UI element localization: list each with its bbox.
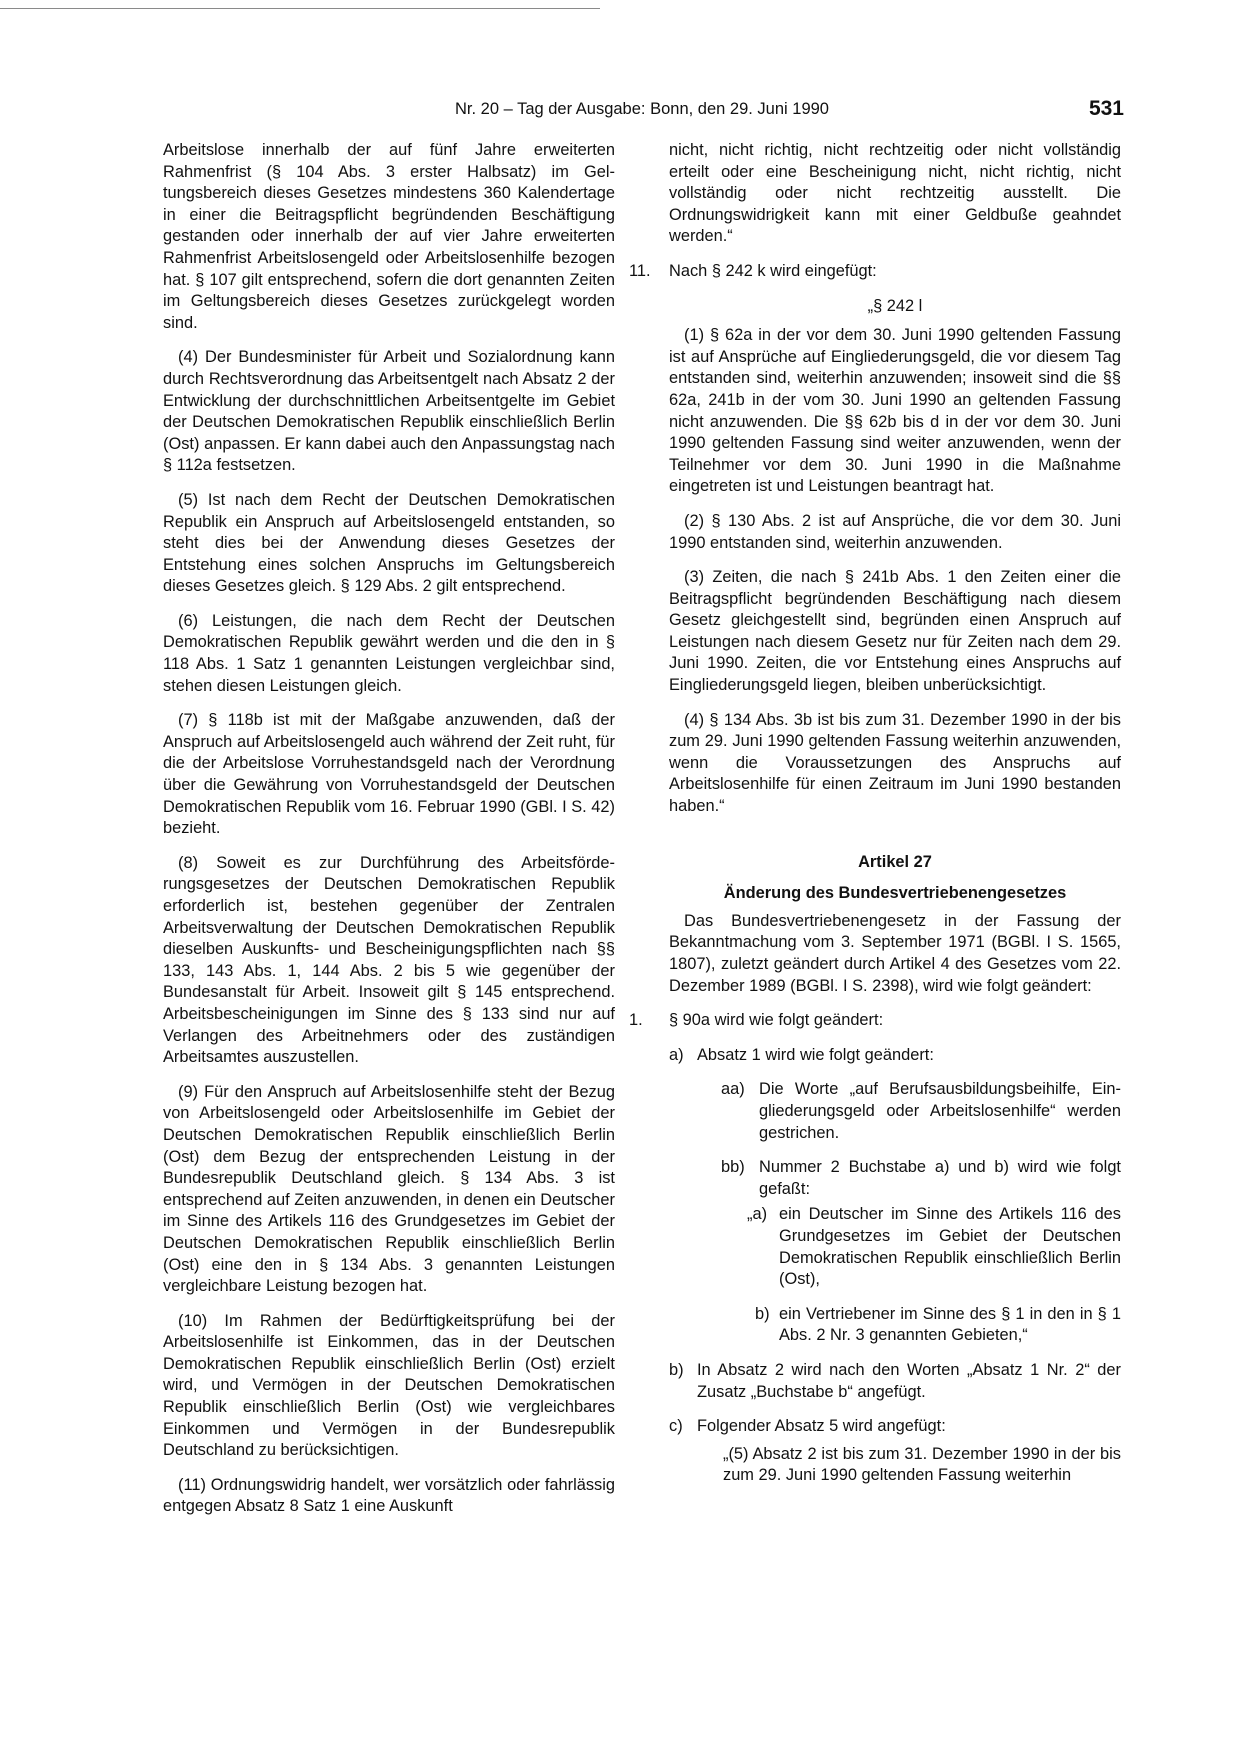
paragraph-5: (5) Ist nach dem Recht der Deutschen Demokratischen Republik ein Anspruch auf Arbeitslosengeld entstanden, so steht dies bei der Anwendung dieses Gesetzes der Entstehung eines solchen Anspruchs im Geltungsbereich dieses Gesetzes gleich. § 129 Abs. 2 gilt entsprechend. bbox=[163, 490, 615, 596]
list-item-text: Absatz 1 wird wie folgt geändert: bbox=[697, 1045, 934, 1064]
list-item-label: aa) bbox=[721, 1080, 745, 1099]
issue-line: Nr. 20 – Tag der Ausgabe: Bonn, den 29. Juni 1990 bbox=[455, 100, 829, 118]
left-column bbox=[163, 140, 615, 1531]
quoted-paragraph-5: „(5) Absatz 2 ist bis zum 31. Dezember 1990 in der bis zum 29. Juni 1990 geltenden Fassung weiterhin bbox=[723, 1444, 1121, 1485]
list-item-text: ein Deutscher im Sinne des Artikels 116 des Grundgesetzes im Gebiet der Deutschen Demokratischen Republik einschließlich Berlin (Ost), bbox=[779, 1205, 1121, 1289]
list-item-text: ein Vertriebener im Sinne des § 1 in den in § 1 Abs. 2 Nr. 3 genannten Gebieten,“ bbox=[779, 1304, 1121, 1345]
scan-artifact-line bbox=[0, 8, 600, 9]
list-item-text: Die Worte „auf Berufsausbildungsbeihilfe, Eingliederungsgeld oder Arbeitslosenhilfe“ werden gestrichen. bbox=[759, 1080, 1121, 1142]
list-item-label: b) bbox=[755, 1304, 770, 1323]
list-item-c bbox=[669, 1416, 1121, 1438]
list-item-text: § 90a wird wie folgt geändert: bbox=[669, 1011, 884, 1030]
list-item-text: In Absatz 2 wird nach den Worten „Absatz 1 Nr. 2“ der Zusatz „Buchstabe b“ angefügt. bbox=[697, 1360, 1121, 1401]
section-paragraph-1: (1) § 62a in der vor dem 30. Juni 1990 geltenden Fassung ist auf Ansprüche auf Eingliederungsgeld, die vor diesem Tag entstanden sind, weiterhin anzuwenden; insoweit sind die §§ 62a, 241b in der vom 30. Juni 1990 an geltenden Fassung nicht anzuwenden. Die §§ 62b bis d in der vor dem 30. Juni 1990 geltenden Fassung sind weiter anzuwenden, wenn der Teilnehmer vor dem 30. Juni 1990 in die Maßnahme eingetreten ist und Leistungen beantragt hat. bbox=[669, 326, 1121, 496]
paragraph-9: (9) Für den Anspruch auf Arbeitslosenhilfe steht der Bezug von Arbeitslosengeld oder Arbeitslosenhilfe im Gebiet der Deutschen Demokratischen Republik einschließlich Berlin (Ost) dem Bezug der entsprechenden Leistung in der Bundesrepublik Deutschland gleich. § 134 Abs. 3 ist entsprechend auf Zeiten anzuwenden, in denen ein Deutscher im Sinne des Artikels 116 des Grundgesetzes im Gebiet der Deutschen Demokratischen Republik einschließlich Berlin (Ost) eine den in § 134 Abs. 3 genannten Leistungen vergleichbare Leistung bezogen hat. bbox=[163, 1082, 615, 1296]
list-item-text: Folgender Absatz 5 wird angefügt: bbox=[697, 1417, 946, 1436]
list-item-label: 1. bbox=[629, 1011, 643, 1030]
list-item-label: a) bbox=[669, 1045, 684, 1064]
paragraph-8: (8) Soweit es zur Durchführung des Arbeitsförderungsgesetzes der Deutschen Demokratischen Republik erforderlich ist, bestehen gegenüber der Zentralen Arbeitsverwaltung der Deutschen Demokratischen Republik dieselben Auskunfts- und Bescheinigungspflichten nach §§ 133, 143 Abs. 1, 144 Abs. 2 bis 5 wie gegenüber der Bundesanstalt für Arbeit. Insoweit gilt § 145 entsprechend. Arbeitsbescheinigungen im Sinne des § 133 sind nur auf Verlangen des Arbeitnehmers oder des zuständigen Arbeitsamtes auszustellen. bbox=[163, 853, 615, 1067]
list-item-text: Nach § 242 k wird eingefügt: bbox=[669, 261, 877, 280]
quoted-item-a bbox=[669, 1204, 1121, 1290]
list-item-bb bbox=[669, 1157, 1121, 1200]
list-item-label: „a) bbox=[747, 1205, 768, 1224]
list-item-aa bbox=[669, 1079, 1121, 1144]
section-paragraph-2: (2) § 130 Abs. 2 ist auf Ansprüche, die vor dem 30. Juni 1990 entstanden sind, weiterhin anzuwenden. bbox=[669, 511, 1121, 552]
paragraph-7: (7) § 118b ist mit der Maßgabe anzuwenden, daß der Anspruch auf Arbeitslosengeld auch während der Zeit ruht, für die der Arbeitslose Vorruhestandsgeld nach der Verordnung über die Gewährung von Vorruhestandsgeld der Deutschen Demokratischen Republik vom 16. Februar 1990 (GBl. I S. 42) bezieht. bbox=[163, 711, 615, 838]
right-column bbox=[629, 140, 1121, 1500]
paragraph-10: (10) Im Rahmen der Bedürftigkeitsprüfung bei der Arbeitslosenhilfe ist Einkommen, das in der Deutschen Demokratischen Republik einschließlich Berlin (Ost) erzielt wird, und Vermögen in der Deutschen Demokratischen Republik einschließlich Berlin (Ost) wie vergleichbares Einkommen und Vermögen in der Bundesrepublik Deutschland zu berücksichtigen. bbox=[163, 1311, 615, 1460]
page-header bbox=[160, 97, 1124, 126]
list-item-text: Nummer 2 Buchstabe a) und b) wird wie folgt gefaßt: bbox=[759, 1158, 1121, 1198]
paragraph-continuation: Arbeitslose innerhalb der auf fünf Jahre erweiterten Rahmenfrist (§ 104 Abs. 3 erster Halbsatz) im Geltungsbereich dieses Gesetzes mindestens 360 Kalendertage in einer die Beitragspflicht begründenden Beschäftigung gestanden oder innerhalb der auf vier Jahre erweiterten Rahmenfrist Arbeitslosengeld oder Arbeitslosenhilfe bezogen hat. § 107 gilt entsprechend, sofern die dort genannten Zeiten im Geltungsbereich dieses Gesetzes zurückgelegt worden sind. bbox=[163, 141, 615, 332]
list-item-label: b) bbox=[669, 1360, 684, 1379]
paragraph-continuation: nicht, nicht richtig, nicht rechtzeitig oder nicht vollständig erteilt oder eine Bescheinigung nicht, nicht richtig, nicht vollständig oder nicht rechtzeitig ausstellt. Die Ordnungswidrigkeit kann mit einer Geldbuße geahndet werden.“ bbox=[669, 141, 1121, 246]
list-item-a bbox=[669, 1045, 1121, 1067]
article-subtitle: Änderung des Bundesvertriebenengesetzes bbox=[723, 884, 1067, 903]
section-paragraph-3: (3) Zeiten, die nach § 241b Abs. 1 den Zeiten einer die Beitragspflicht begründenden Beschäftigung nach diesem Gesetz gleichgestellt sind, begründen einen Anspruch auf Leistungen nach diesem Gesetz nur für Zeiten nach dem 29. Juni 1990. Zeiten, die vor Entstehung eines Anspruchs auf Eingliederungsgeld liegen, bleiben unberücksichtigt. bbox=[669, 568, 1121, 695]
list-item-b bbox=[669, 1360, 1121, 1403]
paragraph-4: (4) Der Bundesminister für Arbeit und Sozialordnung kann durch Rechtsverordnung das Arbeitsentgelt nach Absatz 2 der Entwicklung der durchschnittlichen Arbeitsentgelte im Gebiet der Deutschen Demokratischen Republik einschließlich Berlin (Ost) anpassen. Er kann dabei auch den Anpassungstag nach § 112a festsetzen. bbox=[163, 348, 615, 475]
list-item-11 bbox=[629, 261, 1121, 283]
paragraph-6: (6) Leistungen, die nach dem Recht der Deutschen Demokratischen Republik gewährt werden und die den in § 118 Abs. 1 Satz 1 genannten Leistungen vergleichbar sind, stehen diesen Leistungen gleich. bbox=[163, 611, 615, 695]
article-title: Artikel 27 bbox=[858, 852, 932, 871]
page-number: 531 bbox=[1088, 97, 1124, 120]
section-title: „§ 242 l bbox=[867, 296, 923, 315]
list-item-label: 11. bbox=[629, 261, 651, 280]
list-item-1 bbox=[629, 1010, 1121, 1032]
list-item-label: bb) bbox=[721, 1158, 745, 1177]
list-item-label: c) bbox=[669, 1417, 683, 1436]
quoted-item-b bbox=[669, 1304, 1121, 1347]
section-paragraph-4: (4) § 134 Abs. 3b ist bis zum 31. Dezember 1990 in der bis zum 29. Juni 1990 geltenden Fassung weiterhin anzuwenden, wenn die Voraussetzungen des Anspruchs auf Arbeitslosenhilfe für einen Zeitraum im Juni 1990 bestanden haben.“ bbox=[669, 710, 1121, 816]
paragraph-11: (11) Ordnungswidrig handelt, wer vorsätzlich oder fahrlässig entgegen Absatz 8 Satz 1 eine Auskunft bbox=[163, 1475, 615, 1516]
article-intro: Das Bundesvertriebenengesetz in der Fassung der Bekanntmachung vom 3. September 1971 (BGBl. I S. 1565, 1807), zuletzt geändert durch Artikel 4 des Gesetzes vom 22. Dezember 1989 (BGBl. I S. 2398), wird wie folgt geändert: bbox=[669, 911, 1121, 995]
